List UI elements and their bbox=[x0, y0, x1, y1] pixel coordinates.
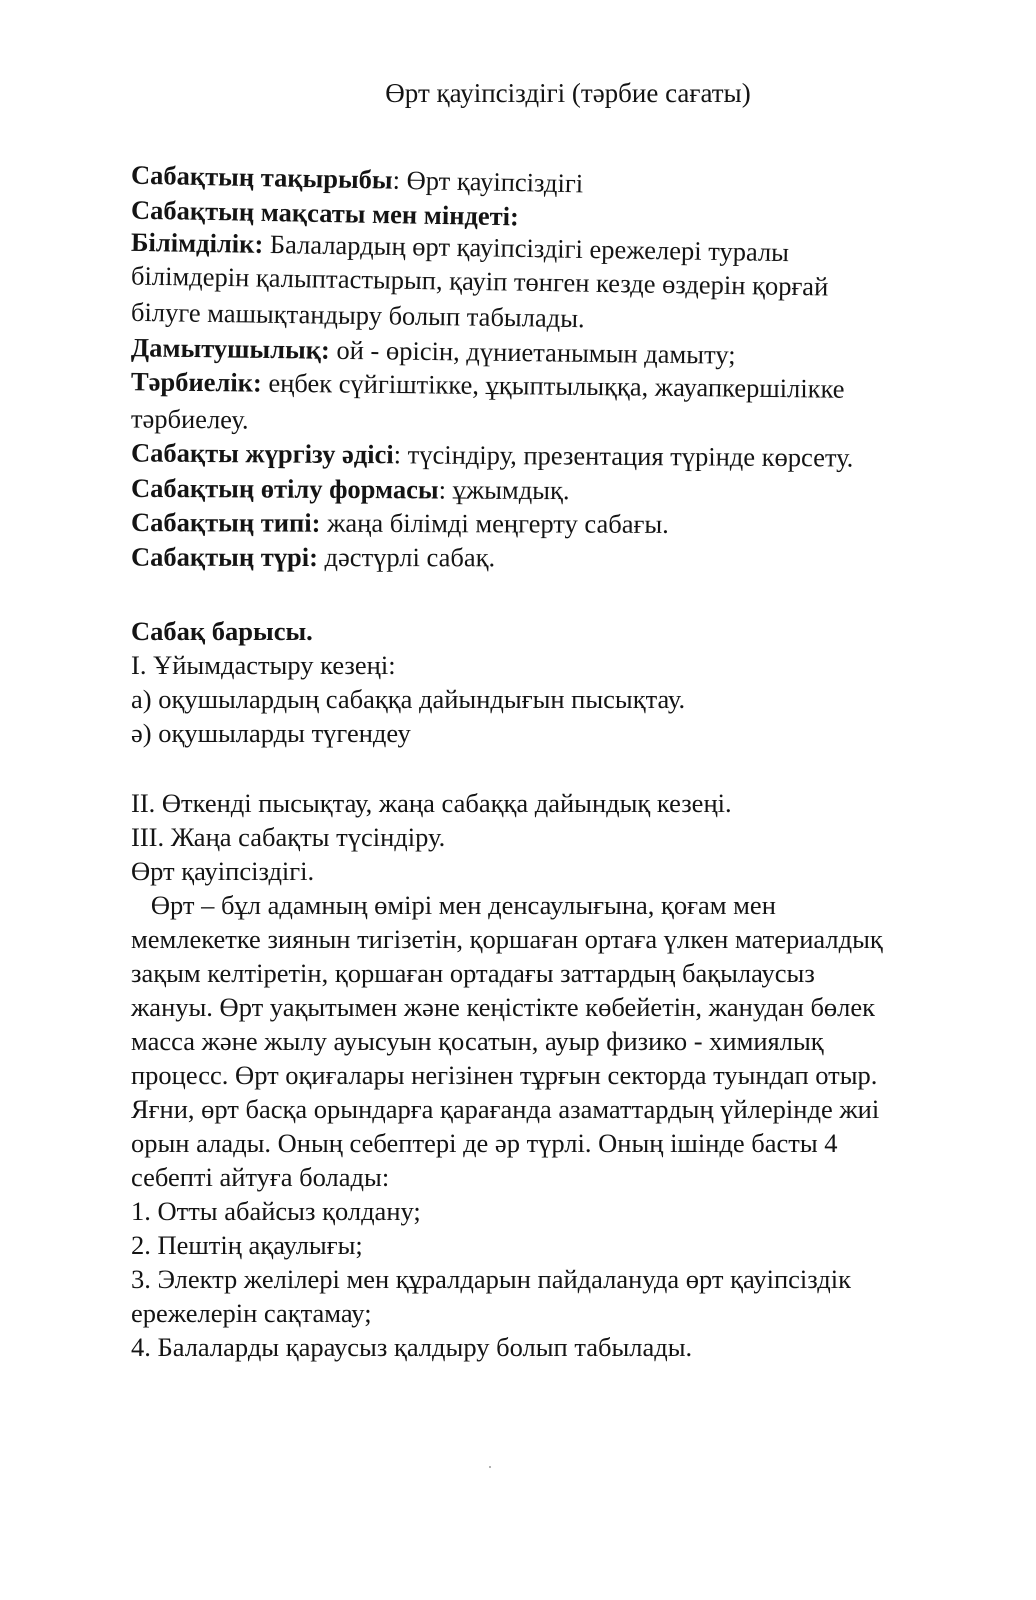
cause-item: 3. Электр желілері мен құралдарын пайдалануда өрт қауіпсіздік bbox=[131, 1264, 852, 1294]
para-line: жануы. Өрт уақытымен және кеңістікте көбейетін, жанудан бөлек bbox=[131, 992, 876, 1022]
method-value: : түсіндіру, презентация түрінде көрсету. bbox=[393, 439, 854, 473]
type-line bbox=[131, 505, 669, 541]
para-line: орын алады. Оның себептері де әр түрлі. Оның ішінде басты 4 bbox=[131, 1128, 838, 1158]
para-line: масса және жылу ауысуын қосатын, ауыр физико - химиялық bbox=[131, 1026, 824, 1056]
para-line: Яғни, өрт басқа орындарға қарағанда азаматтардың үйлерінде жиі bbox=[131, 1094, 880, 1124]
para-line: зақым келтіретін, қоршаған ортадағы заттардың бақылаусыз bbox=[131, 958, 815, 988]
scan-speck bbox=[489, 1466, 491, 1468]
upb-label: Тәрбиелік: bbox=[130, 366, 262, 398]
cause-item: 4. Балаларды қараусыз қалдыру болып табылады. bbox=[131, 1332, 693, 1362]
edu-label: Білімділік: bbox=[130, 226, 264, 259]
form-line bbox=[131, 471, 570, 507]
lesson-heading-text: Сабақ барысы. bbox=[131, 616, 313, 646]
stage-2: ІІ. Өткенді пысықтау, жаңа сабаққа дайындық кезеңі. bbox=[131, 788, 732, 818]
kind-label: Сабақтың түрі: bbox=[130, 541, 318, 573]
method-label: Сабақты жүргізу әдісі bbox=[130, 437, 394, 470]
stage-1-b: ә) оқушыларды түгендеу bbox=[131, 718, 411, 748]
section-subtitle: Өрт қауіпсіздігі. bbox=[131, 856, 315, 886]
para-line: процесс. Өрт оқиғалары негізінен тұрғын секторда туындап отыр. bbox=[131, 1060, 878, 1090]
cause-item: ережелерін сақтамау; bbox=[131, 1298, 372, 1328]
form-label: Сабақтың өтілу формасы bbox=[130, 472, 439, 505]
form-value: : ұжымдық. bbox=[438, 474, 570, 506]
stage-1-a: а) оқушылардың сабаққа дайындығын пысықтау. bbox=[131, 684, 686, 714]
type-label: Сабақтың типі: bbox=[130, 507, 321, 538]
stage-3: ІІІ. Жаңа сабақты түсіндіру. bbox=[131, 822, 446, 852]
topic-label: Сабақтың тақырыбы bbox=[130, 159, 393, 195]
para-line: Өрт – бұл адамның өмірі мен денсаулығына, қоғам мен bbox=[131, 890, 776, 920]
document-title: Өрт қауіпсіздігі (тәрбие сағаты) bbox=[385, 78, 751, 108]
goal-label: Сабақтың мақсаты мен міндеті: bbox=[130, 194, 520, 232]
topic-value: : Өрт қауіпсіздігі bbox=[392, 164, 584, 199]
kind-value: дәстүрлі сабақ. bbox=[317, 542, 496, 573]
edu-line-2: білімдерін қалыптастырып, қауіп төнген кезде өздерін қорғай bbox=[130, 260, 829, 302]
upb-line-1 bbox=[131, 364, 845, 405]
kind-line bbox=[131, 540, 495, 575]
lesson-heading bbox=[131, 614, 313, 648]
cause-item: 1. Отты абайсыз қолдану; bbox=[131, 1196, 421, 1226]
dev-label: Дамытушылық: bbox=[130, 332, 331, 365]
stage-1: І. Ұйымдастыру кезеңі: bbox=[131, 650, 396, 680]
edu-line-3: білуге машықтандыру болып табылады. bbox=[130, 296, 585, 334]
edu-text-1: Балалардың өрт қауіпсіздігі ережелері туралы bbox=[263, 228, 790, 268]
upb-line-2: тәрбиелеу. bbox=[130, 403, 249, 435]
type-value: жаңа білімді меңгерту сабағы. bbox=[320, 507, 669, 539]
upb-text-1: еңбек сүйгіштікке, ұқыптылыққа, жауапкершілікке bbox=[261, 367, 845, 404]
para-line: себепті айтуға болады: bbox=[131, 1162, 390, 1192]
cause-item: 2. Пештің ақаулығы; bbox=[131, 1230, 363, 1260]
dev-text: ой - өрісін, дүниетанымын дамыту; bbox=[329, 334, 736, 370]
method-line bbox=[131, 435, 854, 474]
para-line: мемлекетке зиянын тигізетін, қоршаған ортаға үлкен материалдық bbox=[131, 924, 883, 954]
